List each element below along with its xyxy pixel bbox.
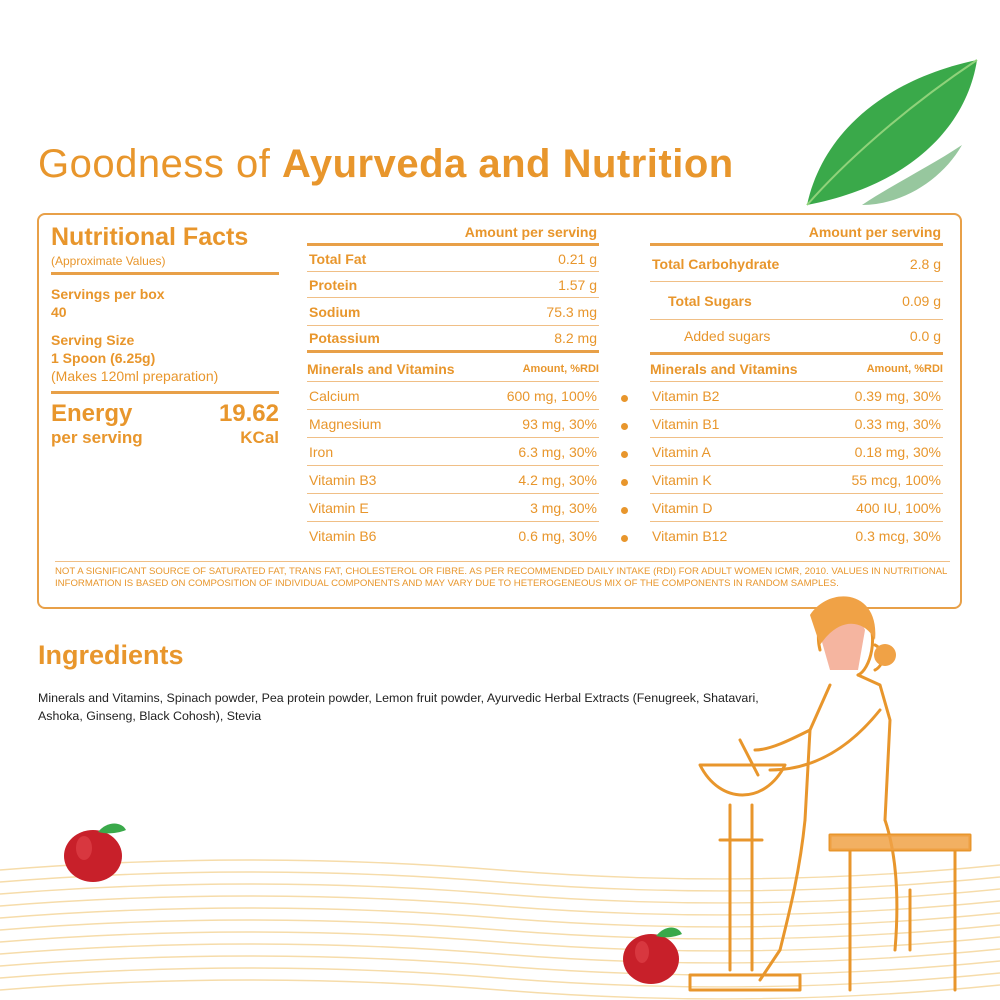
- ingredients-list: Minerals and Vitamins, Spinach powder, Pea protein powder, Lemon fruit powder, Ayurvedic Herbal Extracts (Fenugreek, Shatavari, Ashoka, Ginseng, Black Cohosh), Stevia: [38, 691, 759, 723]
- mineral-row: Vitamin B6 0.6 mg, 30%: [309, 528, 597, 544]
- minerals-left-table: [307, 356, 599, 550]
- leaf-illustration: [802, 55, 982, 215]
- macro-row: Total Sugars 0.09 g: [650, 282, 943, 320]
- bullet-dot: [621, 423, 628, 430]
- mineral-row: Magnesium 93 mg, 30%: [307, 410, 599, 438]
- mineral-row: Iron 6.3 mg, 30%: [307, 438, 599, 466]
- bullet-dot: [621, 451, 628, 458]
- divider: [51, 272, 279, 275]
- divider: [51, 391, 279, 394]
- energy-label: Energy: [51, 400, 133, 427]
- macros-right-table: [650, 221, 943, 355]
- nutrition-panel: [37, 213, 962, 609]
- macros-left-table: [307, 221, 599, 353]
- nutrition-facts-title: Nutritional Facts: [51, 223, 249, 251]
- mineral-row: Vitamin B3 4.2 mg, 30%: [307, 466, 599, 494]
- bullet-dot: [621, 395, 628, 402]
- macro-row: Total Fat 0.21 g: [307, 246, 599, 272]
- ingredients-title: Ingredients: [38, 640, 184, 670]
- mineral-row: Vitamin B12 0.3 mcg, 30%: [652, 528, 941, 544]
- servings-value: 40: [51, 304, 67, 320]
- mineral-row: Vitamin B1 0.33 mg, 30%: [650, 410, 943, 438]
- mineral-row: Vitamin K 55 mcg, 100%: [650, 466, 943, 494]
- minerals-header: Minerals and Vitamins Amount, %RDI: [650, 356, 943, 382]
- disclaimer-text: NOT A SIGNIFICANT SOURCE OF SATURATED FAT, TRANS FAT, CHOLESTEROL OR FIBRE. AS PER RECOMMENDED DAILY INTAKE (RDI) FOR ADULT WOMEN ICMR, 2010. VALUES IN NUTRITIONAL INFORMATION IS BASED ON COMPOSITION OF INDIVIDUAL COMPONENTS AND MAY VARY DUE TO HETEROGENEOUS MIX OF THE COMPONENTS IN RANDOM SAMPLES.: [55, 561, 950, 590]
- serving-size-label: Serving Size: [51, 332, 135, 348]
- approx-values-note: (Approximate Values): [51, 254, 166, 268]
- macro-row: Potassium 8.2 mg: [307, 326, 599, 353]
- minerals-right-table: [650, 356, 943, 550]
- mineral-row: Vitamin A 0.18 mg, 30%: [650, 438, 943, 466]
- macro-row: Protein 1.57 g: [307, 272, 599, 298]
- minerals-header: Minerals and Vitamins Amount, %RDI: [307, 356, 599, 382]
- servings-label: Servings per box: [51, 286, 165, 302]
- serving-note: (Makes 120ml preparation): [51, 368, 219, 384]
- bullet-dot: [621, 535, 628, 542]
- headline-bold: Ayurveda and Nutrition: [281, 142, 734, 186]
- bullet-dot: [621, 479, 628, 486]
- energy-value: 19.62: [218, 400, 279, 427]
- mineral-row: Calcium 600 mg, 100%: [307, 382, 599, 410]
- mineral-row: Vitamin E 3 mg, 30%: [307, 494, 599, 522]
- mineral-row: Vitamin B2 0.39 mg, 30%: [650, 382, 943, 410]
- headline-light: Goodness of: [38, 142, 282, 186]
- woman-with-mortar-illustration: [680, 590, 990, 995]
- mineral-row: Vitamin D 400 IU, 100%: [650, 494, 943, 522]
- serving-size-value: 1 Spoon (6.25g): [51, 350, 156, 366]
- macro-row: Total Carbohydrate 2.8 g: [650, 246, 943, 282]
- bullet-dot: [621, 507, 628, 514]
- page-headline: [38, 142, 734, 187]
- apple-illustration: [620, 922, 686, 986]
- nutrition-summary: [51, 223, 279, 448]
- amount-header: Amount per serving: [808, 224, 941, 240]
- amount-header: Amount per serving: [464, 224, 597, 240]
- apple-illustration: [60, 818, 130, 884]
- energy-unit: KCal: [240, 428, 279, 447]
- energy-sub: per serving: [51, 428, 143, 447]
- macro-row: Added sugars 0.0 g: [650, 320, 943, 355]
- macro-row: Sodium 75.3 mg: [307, 298, 599, 326]
